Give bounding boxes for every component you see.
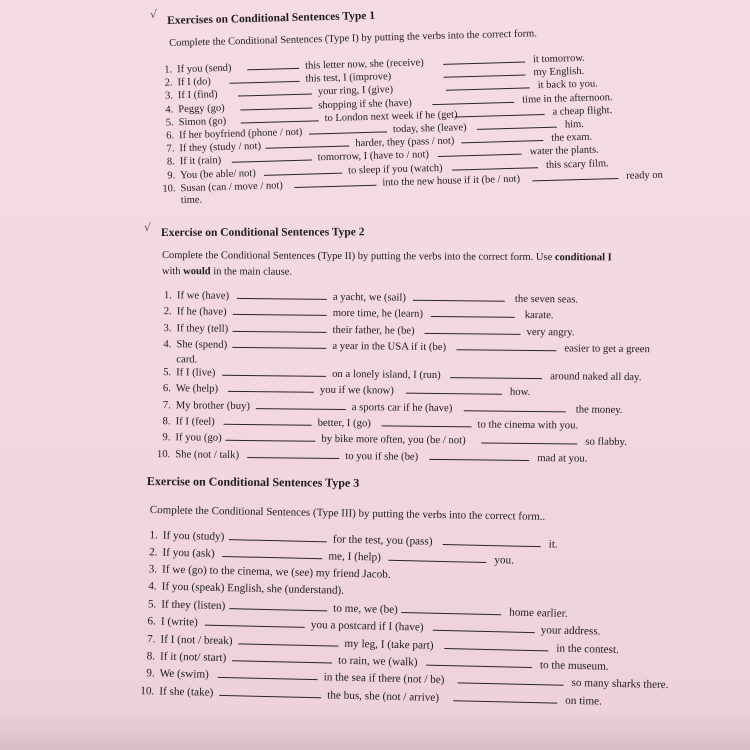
exercise-item: 8. If it (not/ start) to rain, we (walk) to the museum.: [146, 650, 609, 673]
answer-blank[interactable]: [446, 79, 530, 91]
answer-blank[interactable]: [233, 305, 327, 316]
section3-exercise-list: [132, 528, 672, 713]
answer-blank[interactable]: [237, 289, 327, 300]
answer-blank[interactable]: [218, 668, 318, 680]
answer-blank[interactable]: [425, 323, 521, 334]
answer-blank[interactable]: [222, 547, 322, 559]
answer-blank[interactable]: [229, 72, 299, 84]
exercise-item: 6. We (help) you if we (know) how.: [162, 382, 531, 399]
section2-exercise-list: [148, 288, 650, 468]
section2-instructions: [162, 248, 652, 283]
answer-blank[interactable]: [481, 434, 577, 445]
answer-blank[interactable]: [264, 163, 342, 175]
answer-blank[interactable]: [444, 639, 548, 651]
exercise-item: 6. I (write) you a postcard if I (have) your address.: [147, 615, 601, 639]
answer-blank[interactable]: [461, 131, 543, 143]
exercise-item-continuation: time.: [180, 194, 203, 207]
answer-blank[interactable]: [431, 307, 515, 318]
exercise-item: 2. If you (ask) me, I (help) you.: [148, 546, 515, 567]
answer-blank[interactable]: [229, 530, 327, 542]
answer-blank[interactable]: [232, 151, 312, 163]
exercise-item: 3. If I (find) your ring, I (give) it back to you.: [164, 78, 599, 102]
section3-instructions: Complete the Conditional Sentences (Type III) by putting the verbs into the correct form..: [149, 503, 546, 523]
answer-blank[interactable]: [240, 98, 312, 110]
answer-blank[interactable]: [452, 158, 538, 170]
answer-blank[interactable]: [413, 291, 505, 302]
answer-blank[interactable]: [232, 651, 332, 663]
exercise-item: 5. If they (listen) to me, we (be) home earlier.: [147, 598, 568, 620]
answer-blank[interactable]: [443, 535, 541, 547]
exercise-item: 1. If you (study) for the test, you (pass) it.: [149, 529, 558, 551]
answer-blank[interactable]: [388, 551, 486, 563]
exercise-item: 10. She (not / talk) to you if she (be) mad at you.: [156, 447, 588, 465]
section2-instructions-text-2: with: [161, 265, 184, 278]
answer-blank[interactable]: [247, 59, 299, 70]
answer-blank[interactable]: [426, 656, 532, 668]
answer-blank[interactable]: [256, 399, 346, 410]
answer-blank[interactable]: [406, 384, 502, 395]
check-mark-2: √: [144, 221, 152, 234]
answer-blank[interactable]: [401, 603, 501, 615]
answer-blank[interactable]: [219, 686, 321, 698]
exercise-item: 10. Susan (can / move / not) into the new house if it (be / not) ready on: [162, 169, 663, 195]
answer-blank[interactable]: [224, 415, 312, 426]
answer-blank[interactable]: [450, 368, 542, 379]
exercise-item: 10. If she (take) the bus, she (not / arrive) on time.: [140, 684, 602, 708]
answer-blank[interactable]: [238, 85, 312, 97]
exercise-item: 8. If I (feel) better, I (go) to the cinema with you.: [162, 415, 579, 432]
section2-instructions-bold-2: would: [183, 266, 211, 278]
exercise-item: 2. If I (do) this test, I (improve) my English.: [164, 66, 585, 89]
answer-blank[interactable]: [233, 321, 327, 332]
check-mark-1: √: [150, 8, 158, 21]
exercise-item: 5. Simon (go) to London next week if he (get) a cheap flight.: [165, 104, 613, 129]
exercise-item: 7. My brother (buy) a sports car if he (have) the money.: [162, 398, 623, 416]
answer-blank[interactable]: [456, 340, 556, 351]
exercise-item: 1. If you (send) this letter now, she (receive) it tomorrow.: [164, 52, 586, 76]
exercise-item: 3. If we (go) to the cinema, we (see) my friend Jacob.: [148, 562, 391, 581]
section1-title: Exercises on Conditional Sentences Type 1: [167, 9, 376, 27]
answer-blank[interactable]: [240, 111, 318, 123]
section3-title: Exercise on Conditional Sentences Type 3: [146, 474, 360, 490]
section2-instructions-text: Complete the Conditional Sentences (Type II) by putting the verbs into the correct form. Use: [161, 249, 555, 264]
answer-blank[interactable]: [247, 448, 339, 459]
answer-blank[interactable]: [205, 616, 305, 628]
answer-blank[interactable]: [532, 169, 618, 181]
section1-exercise-list: [150, 49, 663, 208]
answer-blank[interactable]: [265, 137, 349, 149]
exercise-item: 4. Peggy (go) shopping if she (have) time in the afternoon.: [165, 91, 613, 116]
answer-blank[interactable]: [443, 66, 525, 78]
answer-blank[interactable]: [453, 691, 557, 703]
exercise-item: 1. If we (have) a yacht, we (sail) the seven seas.: [163, 289, 579, 306]
answer-blank[interactable]: [309, 122, 387, 134]
exercise-item-continuation: card.: [176, 353, 198, 366]
answer-blank[interactable]: [229, 599, 327, 611]
exercise-item: 4. She (spend) a year in the USA if it (be) easier to get a green: [163, 338, 650, 356]
section2-instructions-text-3: in the main clause.: [210, 266, 292, 278]
exercise-item: 8. If it (rain) tomorrow, I (have to / not) water the plants.: [166, 144, 599, 168]
answer-blank[interactable]: [437, 145, 521, 157]
answer-blank[interactable]: [433, 621, 535, 633]
answer-blank[interactable]: [294, 175, 376, 187]
exercise-item: 9. We (swim) in the sea if there (not / be) so many sharks there.: [146, 667, 669, 692]
answer-blank[interactable]: [429, 450, 529, 461]
page-shadow: [0, 710, 750, 750]
exercise-item: 4. If you (speak) English, she (understand).: [148, 580, 345, 597]
exercise-item: 9. If you (go) by bike more often, you (be / not) so flabby.: [162, 431, 627, 449]
exercise-item: 6. If her boyfriend (phone / not) today, she (leave) him.: [166, 118, 585, 142]
exercise-item: 5. If I (live) on a lonely island, I (run) around naked all day.: [163, 366, 642, 384]
exercise-item: 9. You (be able/ not) to sleep if you (watch) this scary film.: [167, 157, 609, 182]
section2-instructions-bold: conditional I: [554, 252, 612, 264]
exercise-item: 3. If they (tell) their father, he (be) very angry.: [163, 321, 575, 339]
answer-blank[interactable]: [228, 382, 314, 393]
answer-blank[interactable]: [382, 417, 472, 428]
exercise-item: 7. If I (not / break) my leg, I (take part) in the contest.: [146, 633, 619, 656]
section2-title: Exercise on Conditional Sentences Type 2: [161, 226, 365, 239]
answer-blank[interactable]: [232, 338, 326, 349]
exercise-item: 7. If they (study / not) harder, they (pass / not) the exam.: [166, 131, 593, 155]
answer-blank[interactable]: [454, 105, 544, 118]
answer-blank[interactable]: [464, 401, 566, 412]
answer-blank[interactable]: [222, 366, 326, 377]
answer-blank[interactable]: [238, 634, 338, 646]
answer-blank[interactable]: [477, 118, 557, 130]
exercise-item: 2. If he (have) more time, he (learn) karate.: [163, 305, 554, 322]
answer-blank[interactable]: [458, 674, 564, 686]
answer-blank[interactable]: [443, 53, 525, 65]
answer-blank[interactable]: [225, 431, 315, 442]
section1-instructions: Complete the Conditional Sentences (Type I) by putting the verbs into the correct form.: [169, 28, 538, 49]
answer-blank[interactable]: [432, 92, 514, 104]
